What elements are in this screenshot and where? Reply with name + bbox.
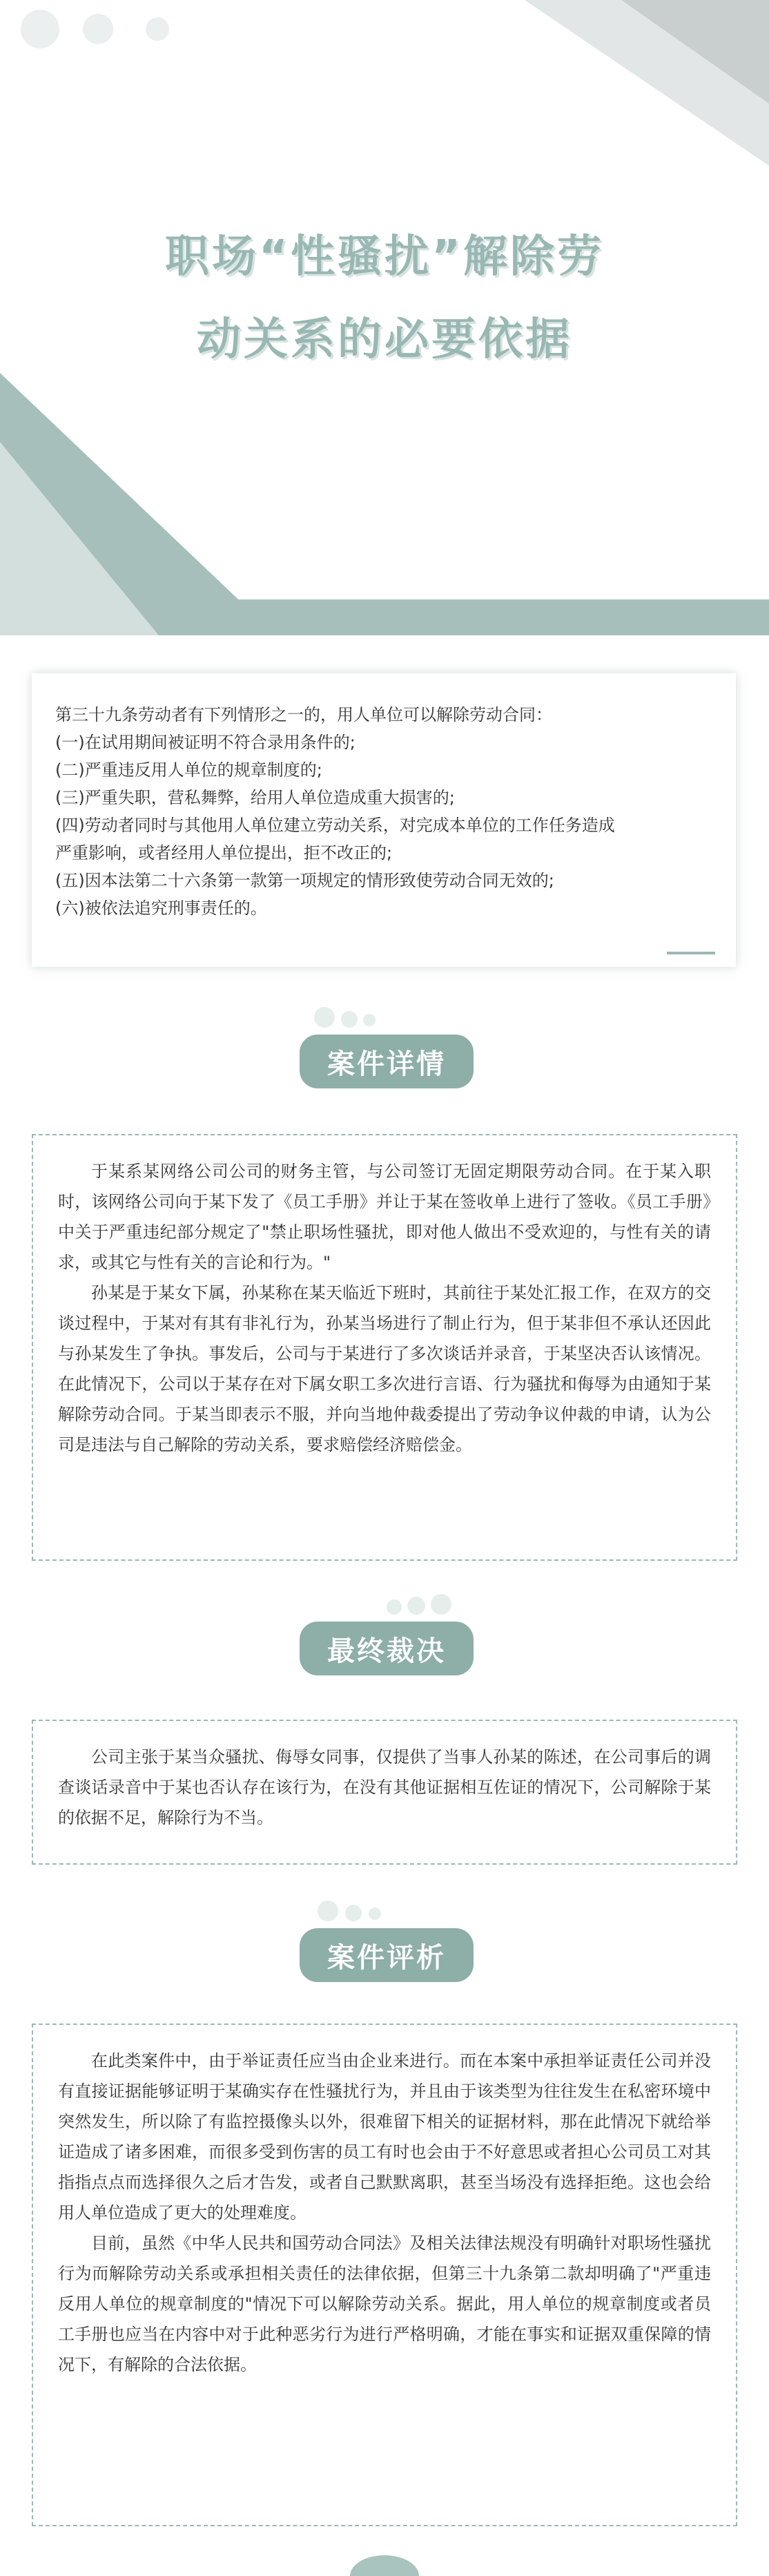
law-article-box (32, 673, 736, 967)
law-line: (四)劳动者同时与其他用人单位建立劳动关系，对完成本单位的工作任务造成 (55, 816, 615, 835)
law-line: (三)严重失职，营私舞弊，给用人单位造成重大损害的; (55, 788, 455, 807)
case-details-box (32, 1134, 737, 1561)
law-line: (五)因本法第二十六条第一款第一项规定的情形致使劳动合同无效的; (55, 871, 554, 890)
page-title-line1: 职场“性骚扰”解除劳 (164, 231, 605, 282)
header-dot (146, 17, 169, 41)
heading-dot (363, 1014, 376, 1026)
bottom-band (178, 599, 769, 635)
page-title-line2: 动关系的必要依据 (197, 314, 572, 365)
final-ruling-box (32, 1720, 737, 1865)
header-dot (83, 14, 113, 44)
law-line: 第三十九条劳动者有下列情形之一的，用人单位可以解除劳动合同： (55, 705, 552, 724)
section-title: 案件详情 (300, 1035, 474, 1088)
heading-dot (341, 1011, 358, 1028)
heading-dot (345, 1905, 362, 1921)
paragraph: 孙某是于某女下属，孙某称在某天临近下班时，其前往于某处汇报工作，在双方的交谈过程中，于某对有其有非礼行为，孙某当场进行了制止行为，但于某非但不承认还因此与孙某发生了争执。事发后，公司与于某进行了多次谈话并录音，于某坚决否认该情况。在此情况下，公司以于某存在对下属女职工多次进行言语、行为骚扰和侮辱为由通知于某解除劳动合同。于某当即表示不服，并向当地仲裁委提出了劳动争议仲裁的申请，认为公司是违法与自己解除的劳动关系，要求赔偿经济赔偿金。 (58, 1283, 711, 1454)
law-line: (一)在试用期间被证明不符合录用条件的; (55, 733, 356, 752)
paragraph: 目前，虽然《中华人民共和国劳动合同法》及相关法律法规没有明确针对职场性骚扰行为而解除劳动关系或承担相关责任的法律依据，但第三十九条第二款却明确了"严重违反用人单位的规章制度的"情况下可以解除劳动关系。据此，用人单位的规章制度或者员工手册也应当在内容中对于此种恶劣行为进行严格明确，才能在事实和证据双重保障的情况下，有解除的合法依据。 (58, 2233, 711, 2374)
paragraph: 于某系某网络公司公司的财务主管，与公司签订无固定期限劳动合同。在于某入职时，该网络公司向于某下发了《员工手册》并让于某在签收单上进行了签收。《员工手册》中关于严重违纪部分规定了"禁止职场性骚扰，即对他人做出不受欢迎的，与性有关的请求，或其它与性有关的言论和行为。" (58, 1162, 711, 1272)
section-heading-case-details (0, 1007, 769, 1090)
heading-dot (387, 1599, 402, 1615)
heading-dot (407, 1597, 425, 1615)
paragraph: 公司主张于某当众骚扰、侮辱女同事，仅提供了当事人孙某的陈述，在公司事后的调查谈话录音中于某也否认存在该行为，在没有其他证据相互佐证的情况下，公司解除于某的依据不足，解除行为不当。 (58, 1747, 711, 1827)
header-dot (21, 10, 59, 48)
box-accent-line (667, 952, 715, 954)
case-analysis-box (32, 2024, 737, 2526)
heading-dot (314, 1007, 335, 1028)
section-title: 最终裁决 (300, 1622, 474, 1675)
law-line: (六)被依法追究刑事责任的。 (55, 898, 267, 918)
next-section-hint (350, 2555, 419, 2576)
law-line: 严重影响，或者经用人单位提出，拒不改正的; (55, 843, 393, 863)
section-heading-case-analysis (0, 1901, 769, 1983)
section-heading-final-ruling (0, 1594, 769, 1677)
heading-dot (431, 1594, 451, 1615)
section-title: 案件评析 (300, 1928, 474, 1982)
law-line: (二)严重违反用人单位的规章制度的; (55, 760, 322, 780)
paragraph: 在此类案件中，由于举证责任应当由企业来进行。而在本案中承担举证责任公司并没有直接证据能够证明于某确实存在性骚扰行为，并且由于该类型为往往发生在私密环境中突然发生，所以除了有监控摄像头以外，很难留下相关的证据材料，那在此情况下就给举证造成了诸多困难，而很多受到伤害的员工有时也会由于不好意思或者担心公司员工对其指指点点而选择很久之后才告发，或者自己默默离职，甚至当场没有选择拒绝。这也会给用人单位造成了更大的处理难度。 (58, 2051, 711, 2222)
header-banner (0, 0, 769, 635)
heading-dot (369, 1907, 381, 1920)
heading-dot (318, 1901, 338, 1921)
